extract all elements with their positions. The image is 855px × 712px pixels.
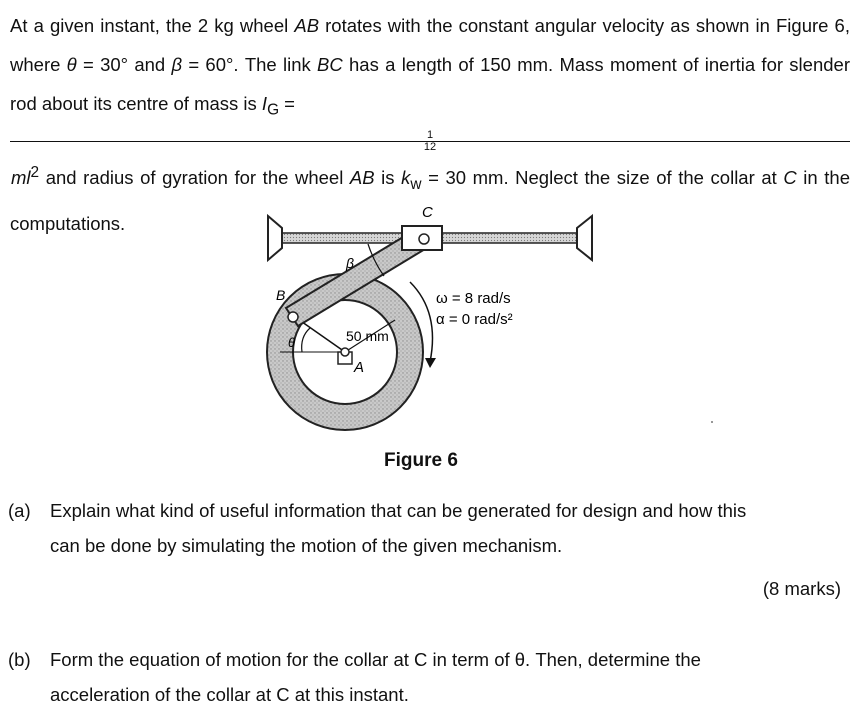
- label-theta: θ: [288, 335, 296, 350]
- fraction: [10, 130, 850, 153]
- question-a-line-1: Explain what kind of useful information that can be generated for design and how this: [50, 500, 747, 521]
- wheel-label: AB: [294, 15, 320, 36]
- question-a-line-2: can be done by simulating the motion of the given mechanism.: [50, 535, 563, 556]
- inertia-subscript: G: [267, 101, 280, 119]
- gyration-symbol: k: [401, 166, 411, 188]
- question-b-line-1: Form the equation of motion for the collar at C in term of θ. Then, determine the: [50, 649, 701, 670]
- right-support: [577, 216, 592, 260]
- fraction-denominator: 12: [423, 140, 437, 153]
- fraction-numerator: 1: [10, 130, 850, 142]
- pin-b: [288, 312, 298, 322]
- wheel-label: AB: [349, 166, 375, 188]
- intro-text: At a given instant, the 2 kg wheel: [10, 15, 295, 36]
- question-a-label: (a): [8, 500, 31, 521]
- theta-symbol: θ: [66, 54, 77, 75]
- label-beta: β: [346, 255, 354, 271]
- intro-text: in the computations.: [10, 166, 850, 234]
- inertia-symbol: I: [261, 93, 268, 114]
- omega-arrowhead: [425, 358, 436, 368]
- exponent: 2: [30, 163, 40, 181]
- pin-c: [419, 234, 429, 244]
- intro-text: rotates with the constant angular velocity as shown in Figure 6, where: [10, 15, 850, 75]
- question-b-label: (b): [8, 649, 31, 670]
- left-support: [268, 216, 282, 260]
- intro-text: is: [374, 166, 402, 188]
- figure-6-diagram: [250, 200, 610, 450]
- question-b-line-2: acceleration of the collar at C at this instant.: [50, 684, 409, 705]
- intro-text: has a length of 150 mm. Mass moment of inertia for slender rod about its centre of mass is: [10, 54, 850, 114]
- figure-caption: Figure 6: [384, 450, 458, 471]
- radius-label: 50 mm: [346, 328, 389, 344]
- intro-text: and radius of gyration for the wheel: [39, 166, 350, 188]
- intro-text: = 30 mm. Neglect the size of the collar at: [421, 166, 784, 188]
- question-b: [0, 642, 855, 712]
- link-label: BC: [317, 54, 343, 75]
- intro-text: = 60°. The link: [182, 54, 318, 75]
- label-b: B: [276, 287, 286, 303]
- intro-text: = 30° and: [76, 54, 172, 75]
- collar-c: [402, 226, 442, 250]
- collar-label: C: [783, 166, 797, 188]
- question-a: [0, 493, 855, 573]
- intro-text: =: [279, 93, 295, 114]
- label-a: A: [354, 359, 365, 376]
- alpha-label: α = 0 rad/s²: [436, 311, 513, 328]
- stray-dot: [711, 421, 713, 423]
- omega-label: ω = 8 rad/s: [436, 290, 511, 307]
- beta-symbol: β: [171, 54, 183, 75]
- gyration-subscript: w: [410, 175, 422, 193]
- label-c: C: [422, 204, 433, 221]
- question-a-marks: (8 marks): [762, 578, 841, 599]
- ml-term: ml: [11, 166, 31, 188]
